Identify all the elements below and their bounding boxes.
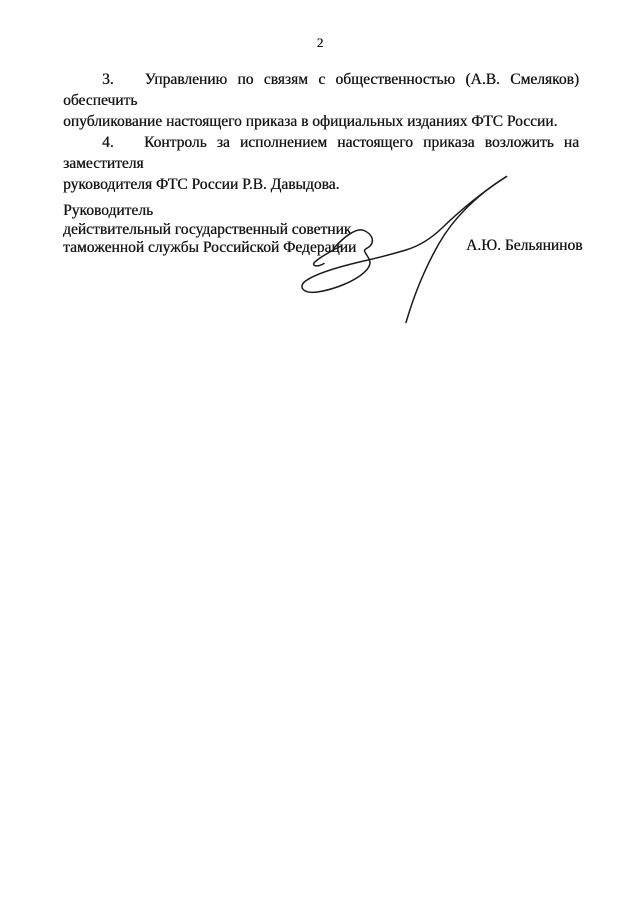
signer-title-line-1: Руководитель bbox=[63, 202, 154, 219]
signer-title-line-2: действительный государственный советник bbox=[63, 220, 352, 238]
paragraph-3-line-2: опубликование настоящего приказа в официальных изданиях ФТС России. bbox=[63, 113, 558, 130]
page-number: 2 bbox=[316, 35, 324, 50]
paragraph-4-line-1: 4. Контроль за исполнением настоящего приказа возложить на заместителя bbox=[63, 134, 579, 172]
document-body bbox=[63, 69, 579, 195]
paragraph-3-line-1: 3. Управлению по связям с общественностью (А.В. Смеляков) обеспечить bbox=[63, 71, 579, 109]
signer-title-block bbox=[63, 202, 356, 258]
signer-title-line-3: таможенной службы Российской Федерации bbox=[63, 239, 357, 257]
paragraph-4-line-2: руководителя ФТС России Р.В. Давыдова. bbox=[63, 176, 340, 193]
signer-name: А.Ю. Бельянинов bbox=[466, 237, 583, 254]
